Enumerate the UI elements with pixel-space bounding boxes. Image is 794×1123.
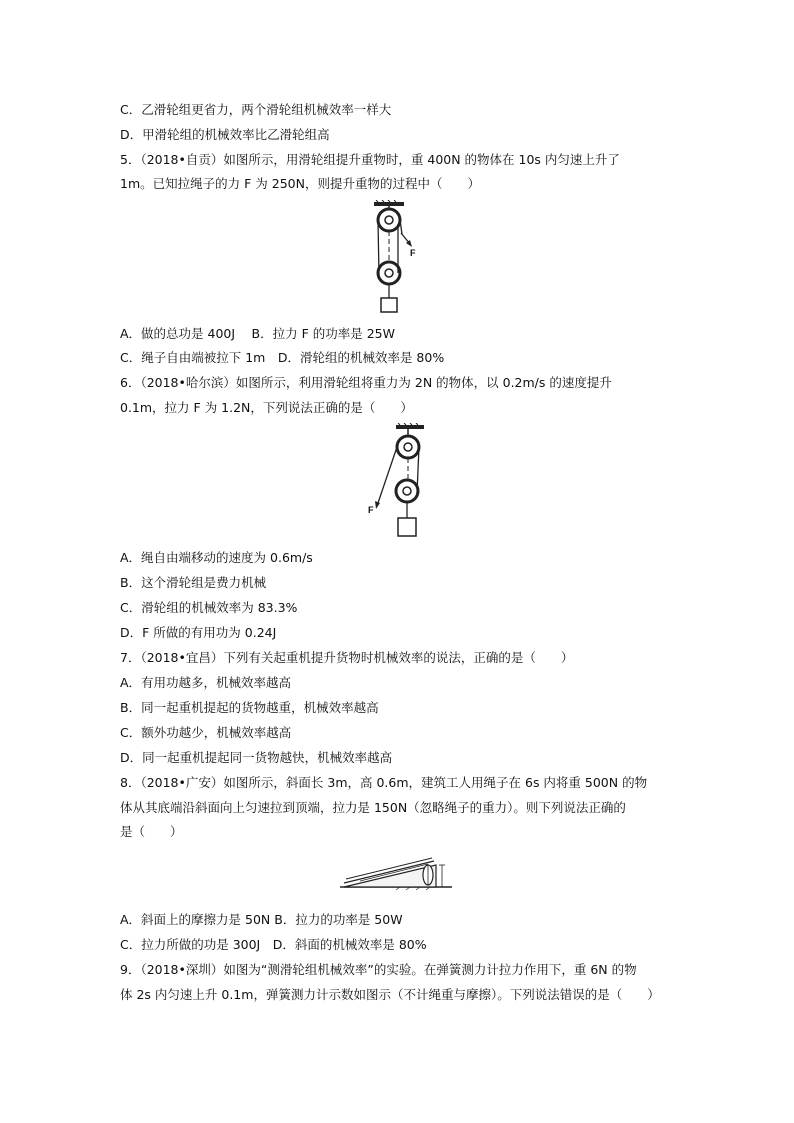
- q8-options-line1: A．斜面上的摩擦力是 50N B．拉力的功率是 50W: [120, 912, 403, 927]
- q6-pulley-figure: [362, 423, 428, 541]
- q6-option-b: B．这个滑轮组是费力机械: [120, 575, 267, 590]
- q5-options-line1: A．做的总功是 400J B．拉力 F 的功率是 25W: [120, 326, 395, 341]
- q8-incline-figure: [340, 855, 452, 891]
- q5-options-line2: C．绳子自由端被拉下 1m D．滑轮组的机械效率是 80%: [120, 350, 445, 365]
- q7-stem: 7．（2018•宜昌）下列有关起重机提升货物时机械效率的说法，正确的是（ ）: [120, 650, 574, 665]
- q9-stem-line2: 体 2s 内匀速上升 0.1m，弹簧测力计示数如图示（不计绳重与摩擦）。下列说法错误的是（ ）: [120, 987, 660, 1002]
- fig5-force-label: F: [410, 248, 416, 258]
- q8-stem-line3: 是（ ）: [120, 824, 183, 839]
- q7-option-a: A．有用功越多，机械效率越高: [120, 675, 292, 690]
- q8-stem-line1: 8．（2018•广安）如图所示，斜面长 3m，高 0.6m，建筑工人用绳子在 6s 内将重 500N 的物: [120, 775, 648, 790]
- q7-option-d: D．同一起重机提起同一货物越快，机械效率越高: [120, 750, 393, 765]
- q6-stem-line2: 0.1m，拉力 F 为 1.2N，下列说法正确的是（ ）: [120, 400, 413, 415]
- q5-pulley-figure: [368, 200, 428, 318]
- q4-option-c: C．乙滑轮组更省力，两个滑轮组机械效率一样大: [120, 102, 392, 117]
- q7-option-c: C．额外功越少，机械效率越高: [120, 725, 292, 740]
- q4-option-d: D．甲滑轮组的机械效率比乙滑轮组高: [120, 127, 330, 142]
- q8-stem-line2: 体从其底端沿斜面向上匀速拉到顶端，拉力是 150N（忽略绳子的重力）。则下列说法正确的: [120, 800, 626, 815]
- q8-options-line2: C．拉力所做的功是 300J D．斜面的机械效率是 80%: [120, 937, 427, 952]
- q7-option-b: B．同一起重机提起的货物越重，机械效率越高: [120, 700, 379, 715]
- fig6-force-label: F: [368, 505, 374, 515]
- q6-option-a: A．绳自由端移动的速度为 0.6m/s: [120, 550, 313, 565]
- q6-option-c: C．滑轮组的机械效率为 83.3%: [120, 600, 298, 615]
- q5-stem-line1: 5．（2018•自贡）如图所示，用滑轮组提升重物时，重 400N 的物体在 10s 内匀速上升了: [120, 152, 620, 167]
- q6-option-d: D．F 所做的有用功为 0.24J: [120, 625, 277, 640]
- q5-stem-line2: 1m。已知拉绳子的力 F 为 250N，则提升重物的过程中（ ）: [120, 176, 480, 191]
- q6-stem-line1: 6．（2018•哈尔滨）如图所示，利用滑轮组将重力为 2N 的物体，以 0.2m/s 的速度提升: [120, 375, 612, 390]
- q9-stem-line1: 9．（2018•深圳）如图为“测滑轮组机械效率”的实验。在弹簧测力计拉力作用下，重 6N 的物: [120, 962, 637, 977]
